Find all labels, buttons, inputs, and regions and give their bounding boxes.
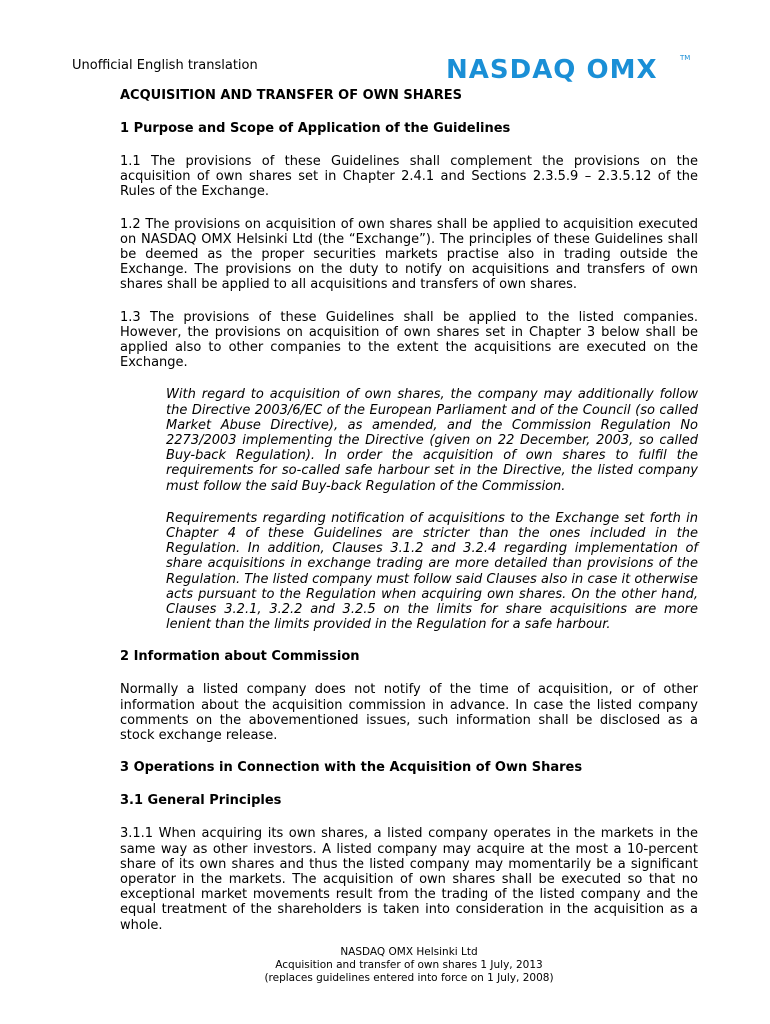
- footer-company: NASDAQ OMX Helsinki Ltd: [340, 946, 478, 958]
- note-notification-requirements: Requirements regarding notification of acquisitions to the Exchange set forth in Chapter 4 of these Guidelines are stricter than the ones included in the Regulation. In addition, Clauses 3.1.2 and 3.2.4 regarding implementation of share acquisitions in exchange trading are more detailed than provisions of the Regulation. The listed company must follow said Clauses also in case it otherwise acts pursuant to the Regulation when acquiring own shares. On the other hand, Clauses 3.2.1, 3.2.2 and 3.2.5 on the limits for share acquisitions are more lenient than the limits provided in the Regulation for a safe harbour.: [166, 510, 698, 633]
- logo-text: NASDAQ OMX: [446, 55, 658, 84]
- paragraph-1-3: 1.3 The provisions of these Guidelines shall be applied to the listed companies. However, the provisions on acquisition of own shares set in Chapter 3 below shall be applied also to other companies to the extent the acquisitions are executed on the Exchange.: [120, 309, 698, 371]
- section-3-1-heading: 3.1 General Principles: [120, 793, 282, 809]
- paragraph-1-2: 1.2 The provisions on acquisition of own shares shall be applied to acquisition executed on NASDAQ OMX Helsinki Ltd (the “Exchange”). The principles of these Guidelines shall be deemed as the proper securities markets practise also in trading outside the Exchange. The provisions on the duty to notify on acquisitions and transfers of own shares shall be applied to all acquisitions and transfers of own shares.: [120, 216, 698, 293]
- logo-trademark: TM: [680, 54, 691, 62]
- section-1-heading: 1 Purpose and Scope of Application of the Guidelines: [120, 121, 511, 136]
- footer-replaces-note: (replaces guidelines entered into force on 1 July, 2008): [264, 972, 554, 984]
- section-3-heading: 3 Operations in Connection with the Acquisition of Own Shares: [120, 760, 583, 776]
- nasdaq-omx-logo: [446, 50, 696, 84]
- section-2-heading: 2 Information about Commission: [120, 649, 360, 665]
- document-title: ACQUISITION AND TRANSFER OF OWN SHARES: [120, 88, 462, 103]
- document-body: [120, 88, 698, 933]
- footer-document-version: Acquisition and transfer of own shares 1 July, 2013: [275, 959, 543, 971]
- paragraph-2-1: Normally a listed company does not notify of the time of acquisition, or of other information about the acquisition commission in advance. In case the listed company comments on the abovementioned issues, such information shall be disclosed as a stock exchange release.: [120, 682, 698, 744]
- page-footer: [120, 946, 698, 985]
- note-buyback-regulation: With regard to acquisition of own shares, the company may additionally follow the Directive 2003/6/EC of the European Parliament and of the Council (so called Market Abuse Directive), as amended, and the Commission Regulation No 2273/2003 implementing the Directive (given on 22 December, 2003, so called Buy-back Regulation). In order the acquisition of own shares to fulfil the requirements for so-called safe harbour set in the Directive, the listed company must follow the said Buy-back Regulation of the Commission.: [166, 387, 698, 494]
- paragraph-3-1-1: 3.1.1 When acquiring its own shares, a listed company operates in the markets in the same way as other investors. A listed company may acquire at the most a 10-percent share of its own shares and thus the listed company may momentarily be a significant operator in the markets. The acquisition of own shares shall be executed so that no exceptional market movements result from the trading of the listed company and the equal treatment of the shareholders is taken into consideration in the acquisition as a whole.: [120, 826, 698, 933]
- translation-note: Unofficial English translation: [72, 58, 258, 73]
- paragraph-1-1: 1.1 The provisions of these Guidelines shall complement the provisions on the acquisition of own shares set in Chapter 2.4.1 and Sections 2.3.5.9 – 2.3.5.12 of the Rules of the Exchange.: [120, 154, 698, 200]
